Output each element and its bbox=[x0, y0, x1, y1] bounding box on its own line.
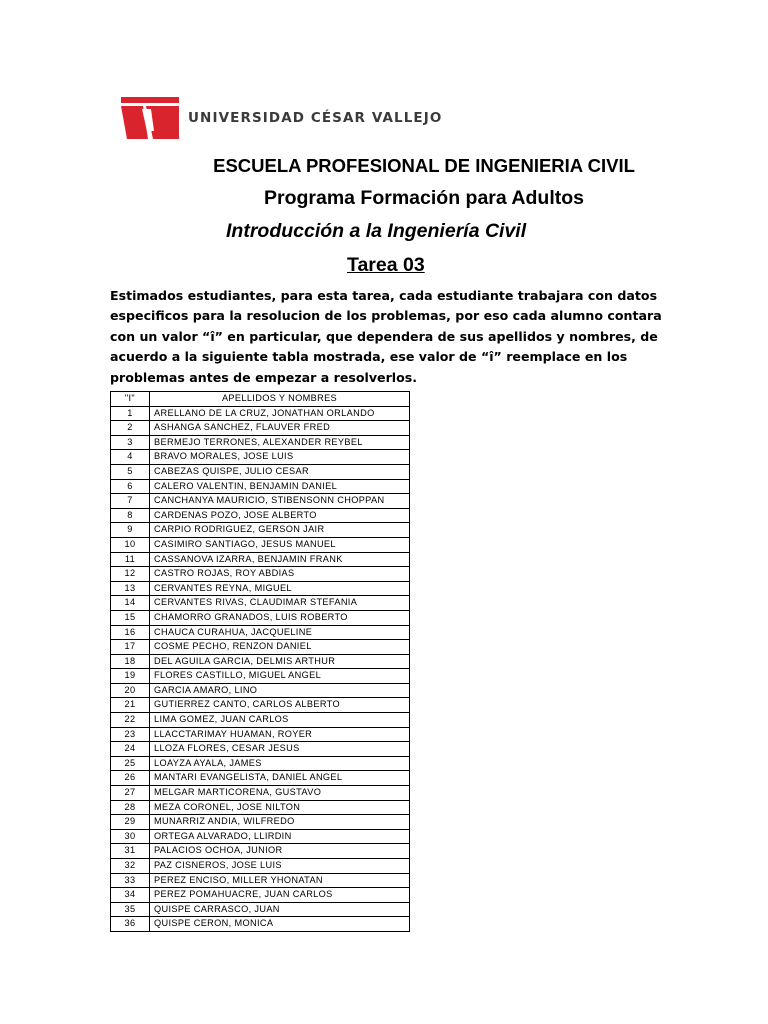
row-name-cell: MANTARI EVANGELISTA, DANIEL ANGEL bbox=[150, 771, 410, 786]
row-name-cell: LLOZA FLORES, CESAR JESUS bbox=[150, 742, 410, 757]
table-row bbox=[111, 508, 410, 523]
row-index-cell: 34 bbox=[111, 888, 150, 903]
table-row bbox=[111, 450, 410, 465]
row-index-cell: 16 bbox=[111, 625, 150, 640]
row-name-cell: CALERO VALENTIN, BENJAMIN DANIEL bbox=[150, 479, 410, 494]
row-name-cell: ASHANGA SANCHEZ, FLAUVER FRED bbox=[150, 421, 410, 436]
students-table bbox=[110, 391, 410, 932]
table-row bbox=[111, 406, 410, 421]
table-row bbox=[111, 771, 410, 786]
row-index-cell: 32 bbox=[111, 859, 150, 874]
task-title: Tarea 03 bbox=[347, 254, 425, 276]
row-index-cell: 5 bbox=[111, 464, 150, 479]
table-row bbox=[111, 567, 410, 582]
row-name-cell: CASSANOVA IZARRA, BENJAMIN FRANK bbox=[150, 552, 410, 567]
row-index-cell: 35 bbox=[111, 902, 150, 917]
row-name-cell: MELGAR MARTICORENA, GUSTAVO bbox=[150, 786, 410, 801]
table-row bbox=[111, 669, 410, 684]
table-row bbox=[111, 640, 410, 655]
column-header-i: "I" bbox=[111, 392, 150, 407]
row-index-cell: 2 bbox=[111, 421, 150, 436]
table-row bbox=[111, 479, 410, 494]
table-row bbox=[111, 888, 410, 903]
row-name-cell: CARDENAS POZO, JOSE ALBERTO bbox=[150, 508, 410, 523]
row-index-cell: 19 bbox=[111, 669, 150, 684]
row-index-cell: 30 bbox=[111, 829, 150, 844]
table-row bbox=[111, 683, 410, 698]
university-emblem-icon bbox=[121, 97, 179, 139]
row-name-cell: ORTEGA ALVARADO, LLIRDIN bbox=[150, 829, 410, 844]
row-index-cell: 31 bbox=[111, 844, 150, 859]
row-name-cell: LLACCTARIMAY HUAMAN, ROYER bbox=[150, 727, 410, 742]
row-name-cell: CASIMIRO SANTIAGO, JESUS MANUEL bbox=[150, 537, 410, 552]
table-row bbox=[111, 494, 410, 509]
table-row bbox=[111, 581, 410, 596]
table-row bbox=[111, 654, 410, 669]
row-index-cell: 25 bbox=[111, 756, 150, 771]
row-index-cell: 17 bbox=[111, 640, 150, 655]
table-row bbox=[111, 596, 410, 611]
table-row bbox=[111, 859, 410, 874]
table-row bbox=[111, 756, 410, 771]
row-name-cell: CARPIO RODRIGUEZ, GERSON JAIR bbox=[150, 523, 410, 538]
row-name-cell: PEREZ ENCISO, MILLER YHONATAN bbox=[150, 873, 410, 888]
row-index-cell: 18 bbox=[111, 654, 150, 669]
row-name-cell: CERVANTES REYNA, MIGUEL bbox=[150, 581, 410, 596]
table-row bbox=[111, 815, 410, 830]
row-name-cell: CABEZAS QUISPE, JULIO CESAR bbox=[150, 464, 410, 479]
table-row bbox=[111, 464, 410, 479]
row-index-cell: 24 bbox=[111, 742, 150, 757]
table-row bbox=[111, 698, 410, 713]
row-name-cell: MEZA CORONEL, JOSE NILTON bbox=[150, 800, 410, 815]
table-row bbox=[111, 537, 410, 552]
row-name-cell: MUNARRIZ ANDIA, WILFREDO bbox=[150, 815, 410, 830]
row-name-cell: BERMEJO TERRONES, ALEXANDER REYBEL bbox=[150, 435, 410, 450]
row-name-cell: DEL AGUILA GARCIA, DELMIS ARTHUR bbox=[150, 654, 410, 669]
school-title: ESCUELA PROFESIONAL DE INGENIERIA CIVIL bbox=[213, 155, 635, 176]
table-row bbox=[111, 523, 410, 538]
row-index-cell: 29 bbox=[111, 815, 150, 830]
row-name-cell: CHAUCA CURAHUA, JACQUELINE bbox=[150, 625, 410, 640]
row-index-cell: 22 bbox=[111, 713, 150, 728]
row-index-cell: 7 bbox=[111, 494, 150, 509]
table-row bbox=[111, 727, 410, 742]
row-name-cell: PALACIOS OCHOA, JUNIOR bbox=[150, 844, 410, 859]
table-row bbox=[111, 829, 410, 844]
table-row bbox=[111, 800, 410, 815]
row-name-cell: LOAYZA AYALA, JAMES bbox=[150, 756, 410, 771]
row-name-cell: PEREZ POMAHUACRE, JUAN CARLOS bbox=[150, 888, 410, 903]
table-header-row bbox=[111, 392, 410, 407]
row-name-cell: GARCIA AMARO, LINO bbox=[150, 683, 410, 698]
row-index-cell: 26 bbox=[111, 771, 150, 786]
table-row bbox=[111, 902, 410, 917]
row-index-cell: 11 bbox=[111, 552, 150, 567]
intro-paragraph: Estimados estudiantes, para esta tarea, cada estudiante trabajara con datos especificos para la resolucion de los problemas, por eso cada alumno contara con un valor “î” en particular, que dependera de sus apellidos y nombres, de acuerdo a la siguiente tabla mostrada, ese valor de “î” reemplace en los problemas antes de empezar a resolverlos. bbox=[110, 288, 662, 385]
row-name-cell: CANCHANYA MAURICIO, STIBENSONN CHOPPAN bbox=[150, 494, 410, 509]
row-name-cell: COSME PECHO, RENZON DANIEL bbox=[150, 640, 410, 655]
table-body bbox=[111, 406, 410, 931]
table-row bbox=[111, 873, 410, 888]
row-index-cell: 4 bbox=[111, 450, 150, 465]
university-logo bbox=[121, 97, 442, 139]
column-header-name: APELLIDOS Y NOMBRES bbox=[150, 392, 410, 407]
row-index-cell: 13 bbox=[111, 581, 150, 596]
row-name-cell: CERVANTES RIVAS, CLAUDIMAR STEFANIA bbox=[150, 596, 410, 611]
row-index-cell: 14 bbox=[111, 596, 150, 611]
row-index-cell: 36 bbox=[111, 917, 150, 932]
row-name-cell: CHAMORRO GRANADOS, LUIS ROBERTO bbox=[150, 610, 410, 625]
table-row bbox=[111, 552, 410, 567]
row-index-cell: 10 bbox=[111, 537, 150, 552]
row-index-cell: 15 bbox=[111, 610, 150, 625]
row-index-cell: 12 bbox=[111, 567, 150, 582]
row-name-cell: LIMA GOMEZ, JUAN CARLOS bbox=[150, 713, 410, 728]
row-index-cell: 21 bbox=[111, 698, 150, 713]
row-name-cell: FLORES CASTILLO, MIGUEL ANGEL bbox=[150, 669, 410, 684]
table-row bbox=[111, 435, 410, 450]
row-index-cell: 27 bbox=[111, 786, 150, 801]
table-row bbox=[111, 610, 410, 625]
row-index-cell: 23 bbox=[111, 727, 150, 742]
course-title: Introducción a la Ingeniería Civil bbox=[226, 220, 527, 242]
row-name-cell: GUTIERREZ CANTO, CARLOS ALBERTO bbox=[150, 698, 410, 713]
table-row bbox=[111, 625, 410, 640]
table-row bbox=[111, 713, 410, 728]
table-row bbox=[111, 786, 410, 801]
row-name-cell: BRAVO MORALES, JOSE LUIS bbox=[150, 450, 410, 465]
row-index-cell: 1 bbox=[111, 406, 150, 421]
row-name-cell: QUISPE CERON, MONICA bbox=[150, 917, 410, 932]
row-index-cell: 6 bbox=[111, 479, 150, 494]
row-index-cell: 3 bbox=[111, 435, 150, 450]
university-name: UNIVERSIDAD CÉSAR VALLEJO bbox=[188, 110, 443, 126]
row-name-cell: CASTRO ROJAS, ROY ABDIAS bbox=[150, 567, 410, 582]
table-row bbox=[111, 742, 410, 757]
row-index-cell: 28 bbox=[111, 800, 150, 815]
table-row bbox=[111, 844, 410, 859]
program-title: Programa Formación para Adultos bbox=[263, 187, 584, 209]
row-index-cell: 9 bbox=[111, 523, 150, 538]
row-index-cell: 8 bbox=[111, 508, 150, 523]
row-name-cell: ARELLANO DE LA CRUZ, JONATHAN ORLANDO bbox=[150, 406, 410, 421]
row-name-cell: PAZ CISNEROS, JOSE LUIS bbox=[150, 859, 410, 874]
table-row bbox=[111, 917, 410, 932]
row-name-cell: QUISPE CARRASCO, JUAN bbox=[150, 902, 410, 917]
table-row bbox=[111, 421, 410, 436]
row-index-cell: 20 bbox=[111, 683, 150, 698]
row-index-cell: 33 bbox=[111, 873, 150, 888]
